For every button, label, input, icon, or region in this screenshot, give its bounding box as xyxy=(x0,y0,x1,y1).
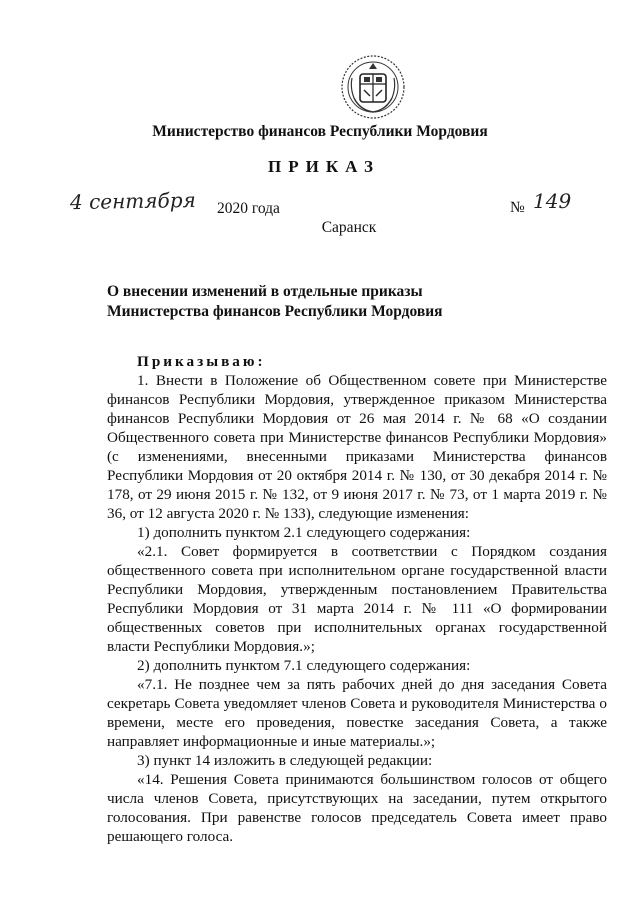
document-body xyxy=(107,352,607,846)
title-line-2: Министерства финансов Республики Мордовия xyxy=(107,303,443,320)
title-line-1: О внесении изменений в отдельные приказы xyxy=(107,283,423,300)
paragraph-6: 3) пункт 14 изложить в следующей редакции: xyxy=(137,752,433,769)
paragraph-3: «2.1. Совет формируется в соответствии с Порядком создания общественного совета при исполнительном органе государственной власти Республики Мордовия, утвержденным постановлением Правительства Республики Мордовия от 31 марта 2014 г. № 111 «О формировании общественных советов при исполнительных органах государственной власти Республики Мордовия.»; xyxy=(107,543,607,655)
number-label: № xyxy=(510,199,525,216)
handwritten-date: 4 сентября xyxy=(69,187,196,215)
paragraph-1: 1. Внести в Положение об Общественном совете при Министерстве финансов Республики Мордовия, утвержденное приказом Министерства финансов Республики Мордовия от 26 мая 2014 г. № 68 «О создании Общественного совета при Министерстве финансов Республики Мордовия» (с изменениями, внесенными приказами Министерства финансов Республики Мордовия от 20 октября 2014 г. № 130, от 30 декабря 2014 г. № 178, от 29 июня 2015 г. № 132, от 9 июня 2017 г. № 73, от 1 марта 2019 г. № 36, от 12 августа 2020 г. № 133), следующие изменения: xyxy=(107,372,607,522)
date-year: 2020 года xyxy=(217,200,280,217)
coat-of-arms-emblem xyxy=(340,54,406,120)
document-type: ПРИКАЗ xyxy=(268,157,380,176)
paragraph-7: «14. Решения Совета принимаются большинством голосов от общего числа членов Совета, присутствующих на заседании, путем открытого голосования. При равенстве голосов председатель Совета имеет право решающего голоса. xyxy=(107,771,607,845)
city: Саранск xyxy=(321,219,377,236)
document-title xyxy=(107,282,547,322)
paragraph-2: 1) дополнить пунктом 2.1 следующего содержания: xyxy=(137,524,471,541)
order-word: Приказываю: xyxy=(137,353,266,370)
ministry-name: Министерство финансов Республики Мордовия xyxy=(152,123,488,140)
paragraph-4: 2) дополнить пунктом 7.1 следующего содержания: xyxy=(137,657,471,674)
paragraph-5: «7.1. Не позднее чем за пять рабочих дней до дня заседания Совета секретарь Совета уведомляет членов Совета и руководителя Министерства о времени, месте его проведения, повестке заседания Совета, а также направляет информационные и иные материалы.»; xyxy=(107,676,607,750)
handwritten-number: 149 xyxy=(533,189,572,213)
